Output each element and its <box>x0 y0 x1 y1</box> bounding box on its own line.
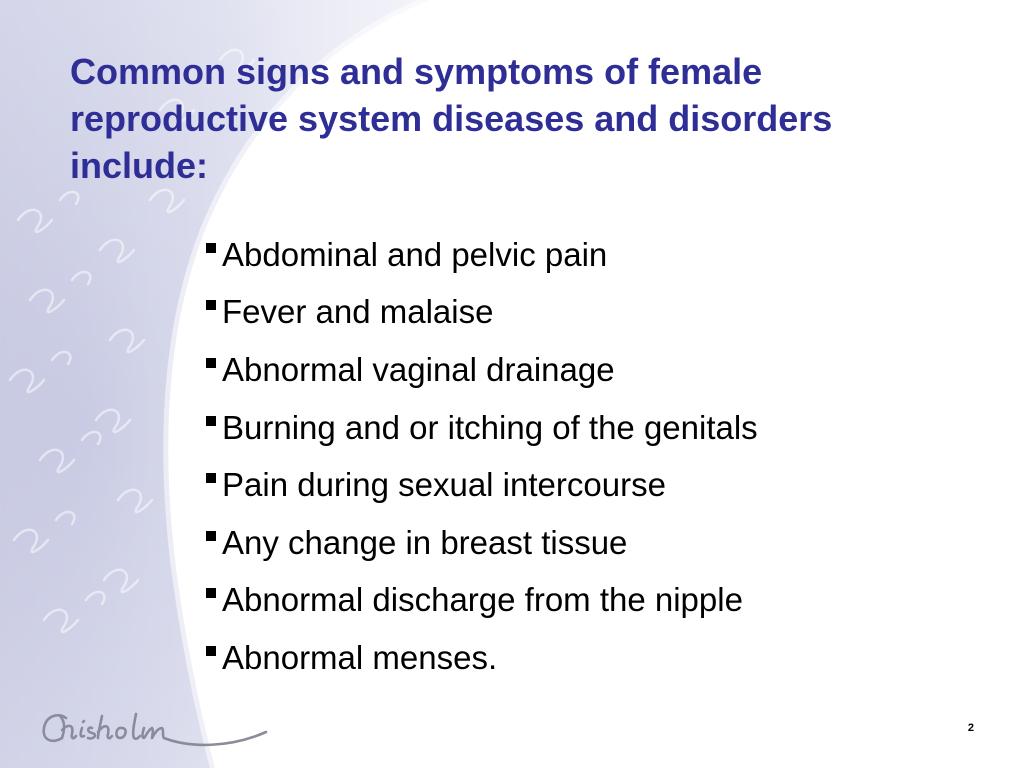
list-item <box>206 399 758 457</box>
chisholm-logo <box>40 708 270 752</box>
square-bullet-icon <box>206 646 216 656</box>
square-bullet-icon <box>206 358 216 368</box>
list-item-text: Abnormal vaginal drainage <box>222 350 615 388</box>
list-item <box>206 341 758 399</box>
square-bullet-icon <box>206 243 216 253</box>
list-item <box>206 572 758 630</box>
square-bullet-icon <box>206 531 216 541</box>
list-item-text: Abnormal menses. <box>222 638 498 676</box>
page-number: 2 <box>967 722 974 734</box>
square-bullet-icon <box>206 300 216 310</box>
list-item-text: Abdominal and pelvic pain <box>222 235 608 273</box>
logo-text: Chisholm <box>40 708 45 709</box>
list-item-text: Fever and malaise <box>222 293 494 331</box>
list-item-text: Any change in breast tissue <box>222 523 628 561</box>
list-item <box>206 456 758 514</box>
list-item <box>206 284 758 342</box>
list-item <box>206 226 758 284</box>
list-item <box>206 514 758 572</box>
list-item-text: Abnormal discharge from the nipple <box>222 581 743 619</box>
slide-title: Common signs and symptoms of female reproductive system diseases and disorders include: <box>70 51 833 186</box>
symptom-list <box>206 226 758 687</box>
square-bullet-icon <box>206 416 216 426</box>
list-item <box>206 629 758 687</box>
list-item-text: Burning and or itching of the genitals <box>222 408 758 446</box>
square-bullet-icon <box>206 473 216 483</box>
list-item-text: Pain during sexual intercourse <box>222 466 666 504</box>
square-bullet-icon <box>206 588 216 598</box>
